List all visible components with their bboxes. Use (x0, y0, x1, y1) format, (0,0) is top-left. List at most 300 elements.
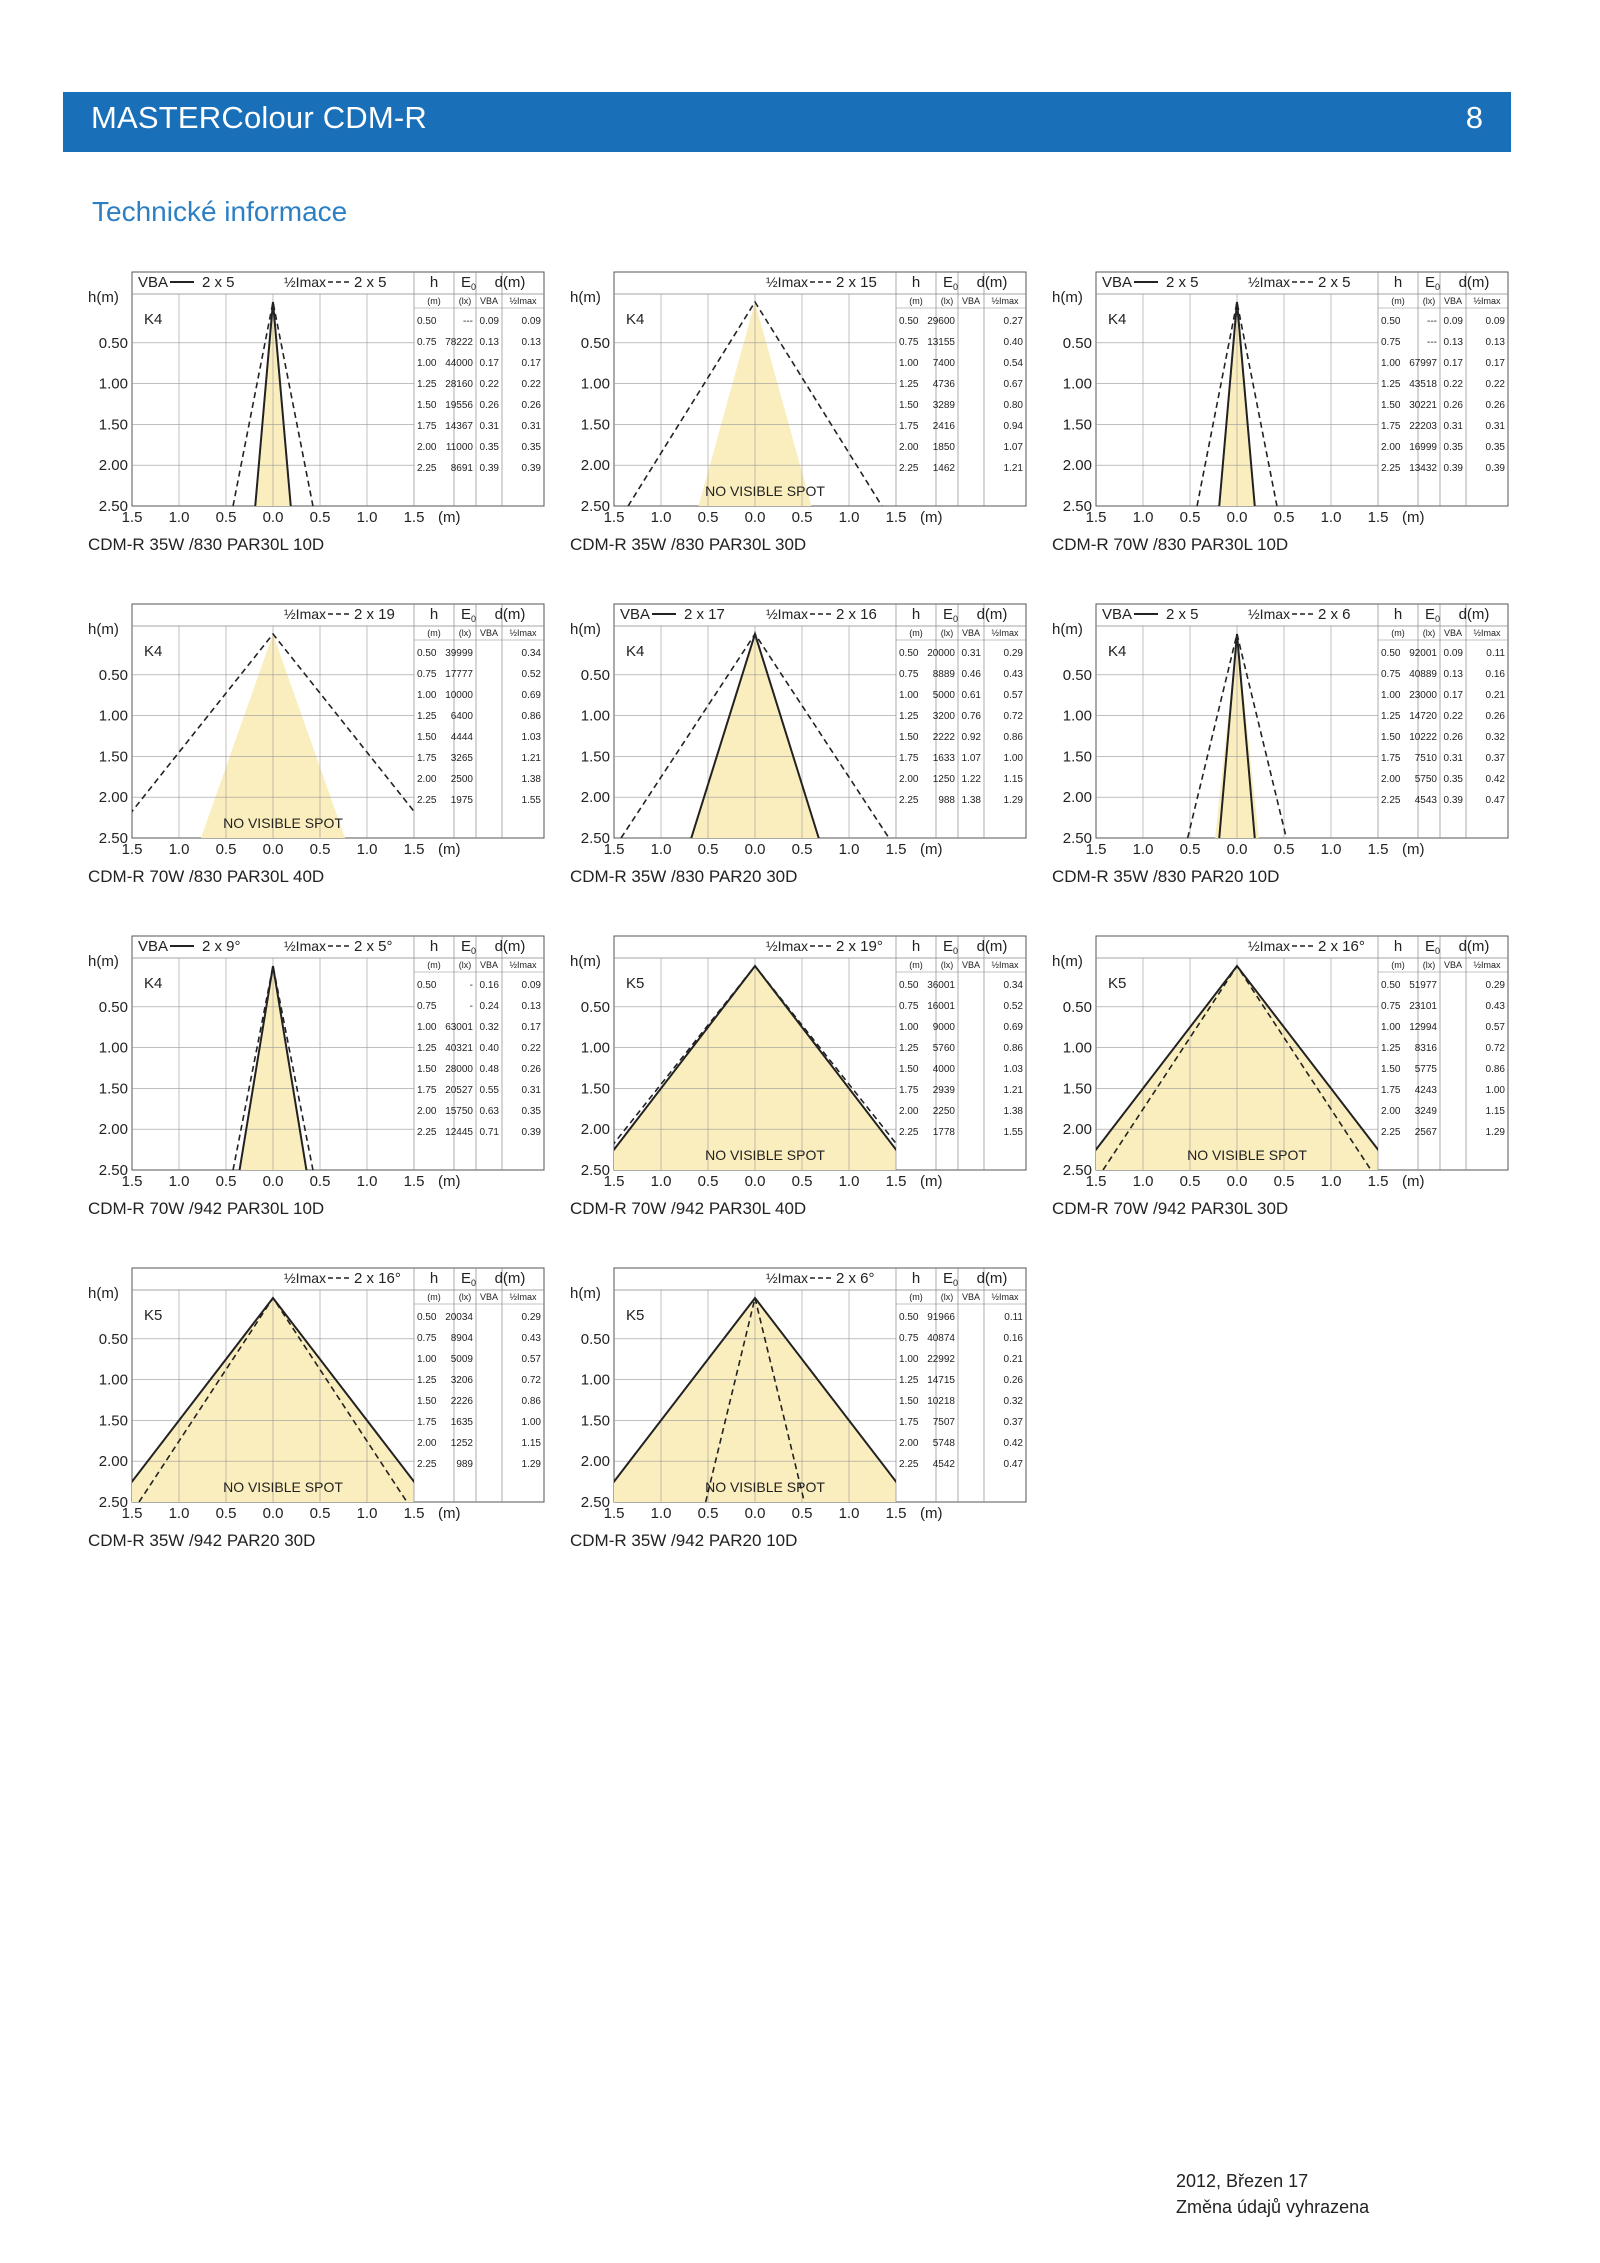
y-tick-label: 2.00 (580, 1453, 610, 1471)
table-cell-e0: 2250 (932, 1106, 955, 1117)
vba-subheader: VBA (961, 296, 981, 306)
x-tick-label: 1.0 (650, 1505, 672, 1522)
e-column-subscript: 0 (953, 282, 959, 292)
table-cell-d-half-imax: 0.72 (1485, 1043, 1505, 1054)
table-cell-d-half-imax: 0.09 (521, 980, 541, 991)
table-cell-e0: 20034 (445, 1312, 473, 1323)
table-cell-d-half-imax: 0.26 (1485, 400, 1505, 411)
table-cell-e0: --- (463, 316, 473, 327)
y-tick-label: 2.50 (580, 498, 610, 515)
x-tick-label: 1.0 (1132, 509, 1154, 526)
table-cell-d-half-imax: 0.22 (521, 379, 541, 390)
table-cell-d-vba: 0.09 (1443, 648, 1463, 659)
beam-class-label: K4 (144, 311, 163, 328)
table-cell-d-half-imax: 1.03 (1003, 1064, 1023, 1075)
e-column-header: E (461, 1270, 472, 1287)
table-cell-d-half-imax: 0.26 (1003, 1375, 1023, 1386)
no-visible-spot-label: NO VISIBLE SPOT (1187, 1147, 1307, 1163)
no-visible-spot-label: NO VISIBLE SPOT (705, 1147, 825, 1163)
half-imax-angle-value: 2 x 5 (1318, 274, 1351, 291)
table-cell-e0: 8691 (450, 463, 473, 474)
table-cell-d-vba: 0.31 (1443, 421, 1463, 432)
h-unit: (m) (1391, 960, 1405, 970)
y-tick-label: 1.00 (580, 1371, 610, 1389)
table-cell-e0: 16001 (927, 1001, 955, 1012)
y-tick-label: 2.50 (98, 1494, 128, 1511)
h-unit: (m) (427, 296, 441, 306)
x-tick-label: 1.5 (1367, 1173, 1389, 1190)
table-cell-e0: 7510 (1414, 753, 1437, 764)
table-cell-d-half-imax: 1.29 (521, 1459, 541, 1470)
beam-diagram-panel (1052, 270, 1522, 560)
table-cell-d-half-imax: 0.26 (521, 1064, 541, 1075)
table-cell-e0: 2226 (450, 1396, 473, 1407)
y-tick-label: 2.00 (1062, 457, 1092, 475)
y-tick-label: 2.50 (98, 1162, 128, 1179)
y-tick-label: 1.00 (1062, 707, 1092, 725)
table-cell-d-vba: 0.39 (1443, 795, 1463, 806)
table-cell-d-half-imax: 0.22 (521, 1043, 541, 1054)
table-cell-e0: 5009 (450, 1354, 473, 1365)
table-cell-h: 1.75 (1381, 753, 1401, 764)
x-tick-label: 0.5 (697, 841, 719, 858)
y-tick-label: 2.50 (98, 830, 128, 847)
beam-diagram-panel (570, 1266, 1040, 1556)
beam-diagram-panel (1052, 602, 1522, 892)
h-axis-title: h(m) (570, 953, 601, 970)
y-tick-label: 2.00 (1062, 789, 1092, 807)
x-tick-label: 0.5 (1273, 841, 1295, 858)
table-cell-e0: 1850 (932, 442, 955, 453)
table-cell-d-half-imax: 0.31 (1485, 421, 1505, 432)
table-cell-d-half-imax: 0.13 (521, 337, 541, 348)
half-imax-subheader: ½Imax (1473, 296, 1501, 306)
e-unit: (lx) (1422, 960, 1436, 970)
table-cell-d-half-imax: 0.29 (1003, 648, 1023, 659)
x-axis-unit: (m) (438, 841, 461, 858)
table-cell-e0: 10222 (1409, 732, 1437, 743)
table-cell-h: 0.75 (417, 1001, 437, 1012)
diagram-caption: CDM-R 70W /830 PAR30L 10D (1052, 535, 1289, 554)
d-column-header: d(m) (494, 606, 526, 623)
beam-diagram-svg (1052, 270, 1522, 535)
e-unit: (lx) (940, 296, 954, 306)
beam-diagram-svg (1052, 934, 1522, 1199)
table-cell-d-half-imax: 1.15 (1003, 774, 1023, 785)
table-cell-h: 0.75 (899, 337, 919, 348)
y-tick-label: 1.00 (580, 707, 610, 725)
table-cell-h: 0.75 (417, 669, 437, 680)
d-column-header: d(m) (1458, 938, 1490, 955)
table-cell-h: 0.50 (417, 980, 437, 991)
table-cell-h: 0.50 (1381, 980, 1401, 991)
y-tick-label: 2.00 (98, 1453, 128, 1471)
x-tick-label: 1.0 (1132, 1173, 1154, 1190)
table-cell-h: 0.50 (1381, 316, 1401, 327)
table-cell-h: 1.25 (417, 379, 437, 390)
table-cell-d-vba: 0.31 (961, 648, 981, 659)
table-cell-h: 0.50 (417, 648, 437, 659)
table-cell-e0: 988 (938, 795, 955, 806)
y-tick-label: 0.50 (98, 998, 128, 1016)
table-cell-h: 0.75 (899, 669, 919, 680)
x-tick-label: 0.0 (262, 1173, 284, 1190)
table-cell-h: 0.50 (899, 1312, 919, 1323)
h-axis-title: h(m) (570, 1285, 601, 1302)
e-column-header: E (943, 938, 954, 955)
table-cell-d-half-imax: 0.32 (1485, 732, 1505, 743)
table-cell-e0: 2500 (450, 774, 473, 785)
table-cell-h: 2.00 (899, 1106, 919, 1117)
table-cell-d-half-imax: 0.34 (521, 648, 541, 659)
table-cell-d-vba: 0.40 (479, 1043, 499, 1054)
table-cell-d-half-imax: 0.39 (521, 1127, 541, 1138)
table-cell-e0: 6400 (450, 711, 473, 722)
vba-subheader: VBA (961, 960, 981, 970)
y-tick-label: 2.50 (580, 1162, 610, 1179)
beam-diagram-svg (570, 270, 1040, 535)
table-cell-d-vba: 0.55 (479, 1085, 499, 1096)
table-cell-d-half-imax: 0.09 (1485, 316, 1505, 327)
h-axis-title: h(m) (1052, 289, 1083, 306)
y-tick-label: 0.50 (1062, 666, 1092, 684)
x-tick-label: 0.0 (262, 1505, 284, 1522)
table-cell-d-half-imax: 1.55 (1003, 1127, 1023, 1138)
table-cell-d-half-imax: 0.37 (1485, 753, 1505, 764)
table-cell-d-half-imax: 1.00 (1485, 1085, 1505, 1096)
table-cell-h: 1.75 (417, 1085, 437, 1096)
table-cell-d-half-imax: 0.27 (1003, 316, 1023, 327)
y-tick-label: 1.50 (1062, 748, 1092, 766)
x-tick-label: 0.5 (791, 841, 813, 858)
y-tick-label: 1.50 (98, 416, 128, 434)
half-imax-legend-label: ½Imax (284, 274, 327, 290)
table-cell-d-half-imax: 1.00 (521, 1417, 541, 1428)
d-column-header: d(m) (976, 938, 1008, 955)
table-cell-h: 1.00 (417, 1354, 437, 1365)
table-cell-e0: 8316 (1414, 1043, 1437, 1054)
x-tick-label: 0.5 (215, 1505, 237, 1522)
x-tick-label: 1.5 (885, 1173, 907, 1190)
y-tick-label: 0.50 (580, 666, 610, 684)
x-axis-unit: (m) (438, 1173, 461, 1190)
table-cell-d-vba: 0.17 (1443, 690, 1463, 701)
h-unit: (m) (427, 628, 441, 638)
h-axis-title: h(m) (88, 1285, 119, 1302)
y-tick-label: 1.00 (1062, 1039, 1092, 1057)
table-cell-h: 1.50 (1381, 400, 1401, 411)
x-tick-label: 0.0 (1226, 509, 1248, 526)
x-tick-label: 1.0 (838, 1505, 860, 1522)
table-cell-d-half-imax: 0.42 (1485, 774, 1505, 785)
e-column-subscript: 0 (471, 1278, 477, 1288)
table-cell-d-half-imax: 1.07 (1003, 442, 1023, 453)
x-tick-label: 1.5 (603, 1173, 625, 1190)
beam-class-label: K5 (626, 1307, 645, 1324)
table-cell-d-half-imax: 0.26 (1485, 711, 1505, 722)
beam-class-label: K5 (1108, 975, 1127, 992)
table-cell-d-half-imax: 1.15 (1485, 1106, 1505, 1117)
x-tick-label: 1.0 (356, 841, 378, 858)
table-cell-d-vba: 0.13 (479, 337, 499, 348)
x-tick-label: 0.5 (697, 1173, 719, 1190)
beam-class-label: K4 (144, 975, 163, 992)
beam-diagram-panel (88, 270, 558, 560)
table-cell-d-half-imax: 0.31 (521, 1085, 541, 1096)
table-cell-e0: 23101 (1409, 1001, 1437, 1012)
diagram-caption: CDM-R 70W /942 PAR30L 10D (88, 1199, 325, 1218)
table-cell-h: 1.50 (1381, 732, 1401, 743)
beam-diagram-panel (88, 602, 558, 892)
diagram-caption: CDM-R 35W /830 PAR30L 10D (88, 535, 325, 554)
beam-diagram-panel (570, 602, 1040, 892)
h-unit: (m) (909, 1292, 923, 1302)
diagram-caption: CDM-R 35W /942 PAR20 10D (570, 1531, 798, 1550)
table-cell-e0: 22203 (1409, 421, 1437, 432)
table-cell-e0: 15750 (445, 1106, 473, 1117)
h-unit: (m) (909, 960, 923, 970)
y-tick-label: 1.00 (1062, 375, 1092, 393)
e-column-subscript: 0 (471, 282, 477, 292)
section-title: Technické informace (92, 196, 348, 227)
diagram-caption: CDM-R 35W /830 PAR20 10D (1052, 867, 1280, 886)
table-cell-d-half-imax: 0.94 (1003, 421, 1023, 432)
x-tick-label: 0.5 (1273, 1173, 1295, 1190)
table-cell-d-half-imax: 0.16 (1003, 1333, 1023, 1344)
table-cell-d-half-imax: 0.21 (1485, 690, 1505, 701)
x-tick-label: 1.0 (1320, 1173, 1342, 1190)
no-visible-spot-label: NO VISIBLE SPOT (223, 815, 343, 831)
table-cell-h: 2.25 (417, 1127, 437, 1138)
half-imax-legend-label: ½Imax (766, 938, 809, 954)
half-imax-subheader: ½Imax (1473, 628, 1501, 638)
table-cell-e0: 9000 (932, 1022, 955, 1033)
table-cell-d-vba: 0.16 (479, 980, 499, 991)
table-cell-d-half-imax: 0.43 (1485, 1001, 1505, 1012)
h-column-header: h (911, 1270, 921, 1287)
table-cell-e0: - (469, 980, 473, 991)
half-imax-legend-label: ½Imax (284, 1270, 327, 1286)
x-axis-unit: (m) (920, 841, 943, 858)
h-unit: (m) (1391, 628, 1405, 638)
table-cell-h: 1.75 (417, 753, 437, 764)
table-cell-e0: 10000 (445, 690, 473, 701)
x-tick-label: 0.5 (309, 1173, 331, 1190)
table-cell-d-half-imax: 0.17 (1485, 358, 1505, 369)
table-cell-h: 0.50 (417, 1312, 437, 1323)
y-tick-label: 1.50 (1062, 416, 1092, 434)
table-cell-h: 1.50 (899, 1396, 919, 1407)
x-tick-label: 1.0 (356, 1173, 378, 1190)
x-tick-label: 1.5 (403, 509, 425, 526)
half-imax-legend-label: ½Imax (1248, 274, 1291, 290)
y-tick-label: 2.50 (98, 498, 128, 515)
x-tick-label: 1.0 (650, 1173, 672, 1190)
x-tick-label: 0.5 (791, 1505, 813, 1522)
vba-angle-value: 2 x 5 (1166, 274, 1199, 291)
x-tick-label: 0.0 (744, 1505, 766, 1522)
table-cell-d-vba: 0.35 (1443, 774, 1463, 785)
table-cell-e0: 20527 (445, 1085, 473, 1096)
table-cell-d-half-imax: 0.57 (521, 1354, 541, 1365)
beam-class-label: K4 (1108, 643, 1127, 660)
beam-diagram-svg (88, 602, 558, 867)
y-tick-label: 1.50 (98, 1080, 128, 1098)
x-tick-label: 1.0 (650, 841, 672, 858)
half-imax-angle-value: 2 x 16° (1318, 938, 1365, 955)
h-column-header: h (429, 1270, 439, 1287)
x-tick-label: 1.0 (838, 841, 860, 858)
table-cell-d-half-imax: 0.13 (521, 1001, 541, 1012)
table-cell-h: 0.75 (899, 1001, 919, 1012)
d-column-header: d(m) (494, 274, 526, 291)
vba-subheader: VBA (479, 1292, 499, 1302)
table-cell-d-vba: 0.09 (479, 316, 499, 327)
table-cell-h: 2.25 (417, 463, 437, 474)
y-tick-label: 2.00 (98, 789, 128, 807)
table-cell-d-vba: 0.22 (1443, 711, 1463, 722)
table-cell-h: 1.00 (899, 358, 919, 369)
diagram-caption: CDM-R 35W /830 PAR20 30D (570, 867, 798, 886)
table-cell-e0: 3249 (1414, 1106, 1437, 1117)
vba-subheader: VBA (479, 960, 499, 970)
table-cell-e0: 39999 (445, 648, 473, 659)
table-cell-d-half-imax: 0.57 (1485, 1022, 1505, 1033)
x-tick-label: 1.0 (356, 1505, 378, 1522)
table-cell-d-half-imax: 1.29 (1485, 1127, 1505, 1138)
table-cell-d-vba: 0.17 (479, 358, 499, 369)
document-title: MASTERColour CDM-R (91, 100, 428, 135)
x-tick-label: 0.0 (744, 509, 766, 526)
h-unit: (m) (909, 628, 923, 638)
table-cell-e0: 1633 (932, 753, 955, 764)
y-tick-label: 2.50 (580, 830, 610, 847)
d-column-header: d(m) (976, 274, 1008, 291)
table-cell-h: 1.00 (417, 690, 437, 701)
table-cell-d-vba: 0.22 (479, 379, 499, 390)
table-cell-h: 2.00 (899, 774, 919, 785)
table-cell-e0: 14367 (445, 421, 473, 432)
table-cell-d-vba: 0.13 (1443, 337, 1463, 348)
x-tick-label: 1.5 (603, 509, 625, 526)
footer-date: 2012, Březen 17 (1176, 2171, 1309, 2191)
table-cell-d-vba: 0.35 (479, 442, 499, 453)
table-cell-d-half-imax: 1.38 (1003, 1106, 1023, 1117)
y-tick-label: 1.50 (580, 1412, 610, 1430)
no-visible-spot-label: NO VISIBLE SPOT (705, 483, 825, 499)
x-tick-label: 1.5 (403, 841, 425, 858)
table-cell-d-vba: 1.07 (961, 753, 981, 764)
table-cell-d-vba: 0.48 (479, 1064, 499, 1075)
table-cell-d-vba: 0.63 (479, 1106, 499, 1117)
table-cell-h: 1.50 (899, 400, 919, 411)
x-tick-label: 0.0 (262, 841, 284, 858)
e-column-subscript: 0 (1435, 614, 1441, 624)
e-column-subscript: 0 (953, 946, 959, 956)
table-cell-e0: 3200 (932, 711, 955, 722)
d-column-header: d(m) (494, 938, 526, 955)
half-imax-subheader: ½Imax (991, 960, 1019, 970)
y-tick-label: 2.00 (1062, 1121, 1092, 1139)
table-cell-e0: 8889 (932, 669, 955, 680)
beam-class-label: K5 (144, 1307, 163, 1324)
table-cell-d-half-imax: 0.11 (1004, 1312, 1023, 1323)
table-cell-d-half-imax: 0.35 (521, 442, 541, 453)
table-cell-e0: 63001 (445, 1022, 473, 1033)
table-cell-h: 2.25 (417, 1459, 437, 1470)
e-column-subscript: 0 (1435, 282, 1441, 292)
table-cell-h: 1.25 (899, 1043, 919, 1054)
e-unit: (lx) (940, 1292, 954, 1302)
table-cell-d-vba: 0.26 (479, 400, 499, 411)
table-cell-e0: 4542 (932, 1459, 955, 1470)
table-cell-d-half-imax: 0.47 (1003, 1459, 1023, 1470)
table-cell-h: 2.25 (1381, 463, 1401, 474)
x-tick-label: 1.0 (838, 1173, 860, 1190)
table-cell-h: 1.25 (417, 711, 437, 722)
table-cell-h: 2.25 (899, 463, 919, 474)
table-cell-e0: 14720 (1409, 711, 1437, 722)
x-axis-unit: (m) (920, 509, 943, 526)
table-cell-h: 2.00 (417, 442, 437, 453)
table-cell-h: 1.00 (1381, 1022, 1401, 1033)
table-cell-e0: 1462 (932, 463, 955, 474)
table-cell-h: 1.00 (899, 690, 919, 701)
y-tick-label: 1.00 (98, 375, 128, 393)
vba-subheader: VBA (961, 628, 981, 638)
x-tick-label: 1.0 (168, 1505, 190, 1522)
table-cell-h: 0.50 (899, 316, 919, 327)
table-cell-d-half-imax: 0.86 (521, 711, 541, 722)
x-tick-label: 1.5 (121, 509, 143, 526)
h-column-header: h (911, 274, 921, 291)
table-cell-d-half-imax: 1.00 (1003, 753, 1023, 764)
x-tick-label: 0.5 (309, 509, 331, 526)
table-cell-h: 1.25 (899, 711, 919, 722)
table-cell-d-half-imax: 0.31 (521, 421, 541, 432)
h-column-header: h (1393, 938, 1403, 955)
vba-subheader: VBA (1443, 628, 1463, 638)
table-cell-e0: --- (1427, 316, 1437, 327)
table-cell-d-half-imax: 0.69 (1003, 1022, 1023, 1033)
table-cell-h: 1.75 (1381, 1085, 1401, 1096)
x-tick-label: 1.5 (885, 1505, 907, 1522)
e-unit: (lx) (458, 960, 472, 970)
table-cell-e0: 1252 (450, 1438, 473, 1449)
x-tick-label: 0.5 (1273, 509, 1295, 526)
x-axis-unit: (m) (1402, 1173, 1425, 1190)
x-axis-unit: (m) (438, 509, 461, 526)
half-imax-angle-value: 2 x 19 (354, 606, 395, 623)
table-cell-e0: --- (1427, 337, 1437, 348)
x-tick-label: 1.5 (1367, 509, 1389, 526)
e-column-subscript: 0 (471, 614, 477, 624)
table-cell-e0: 23000 (1409, 690, 1437, 701)
table-cell-e0: 22992 (927, 1354, 955, 1365)
table-cell-e0: 44000 (445, 358, 473, 369)
page-number: 8 (1465, 100, 1483, 135)
table-cell-d-half-imax: 0.86 (1003, 732, 1023, 743)
table-cell-e0: 20000 (927, 648, 955, 659)
beam-diagram-svg (570, 602, 1040, 867)
beam-diagram-svg (570, 1266, 1040, 1531)
d-column-header: d(m) (1458, 274, 1490, 291)
table-cell-h: 1.50 (417, 1064, 437, 1075)
x-tick-label: 1.5 (885, 841, 907, 858)
vba-legend-label: VBA (620, 606, 651, 623)
vba-legend-label: VBA (1102, 606, 1133, 623)
x-tick-label: 0.5 (1179, 841, 1201, 858)
